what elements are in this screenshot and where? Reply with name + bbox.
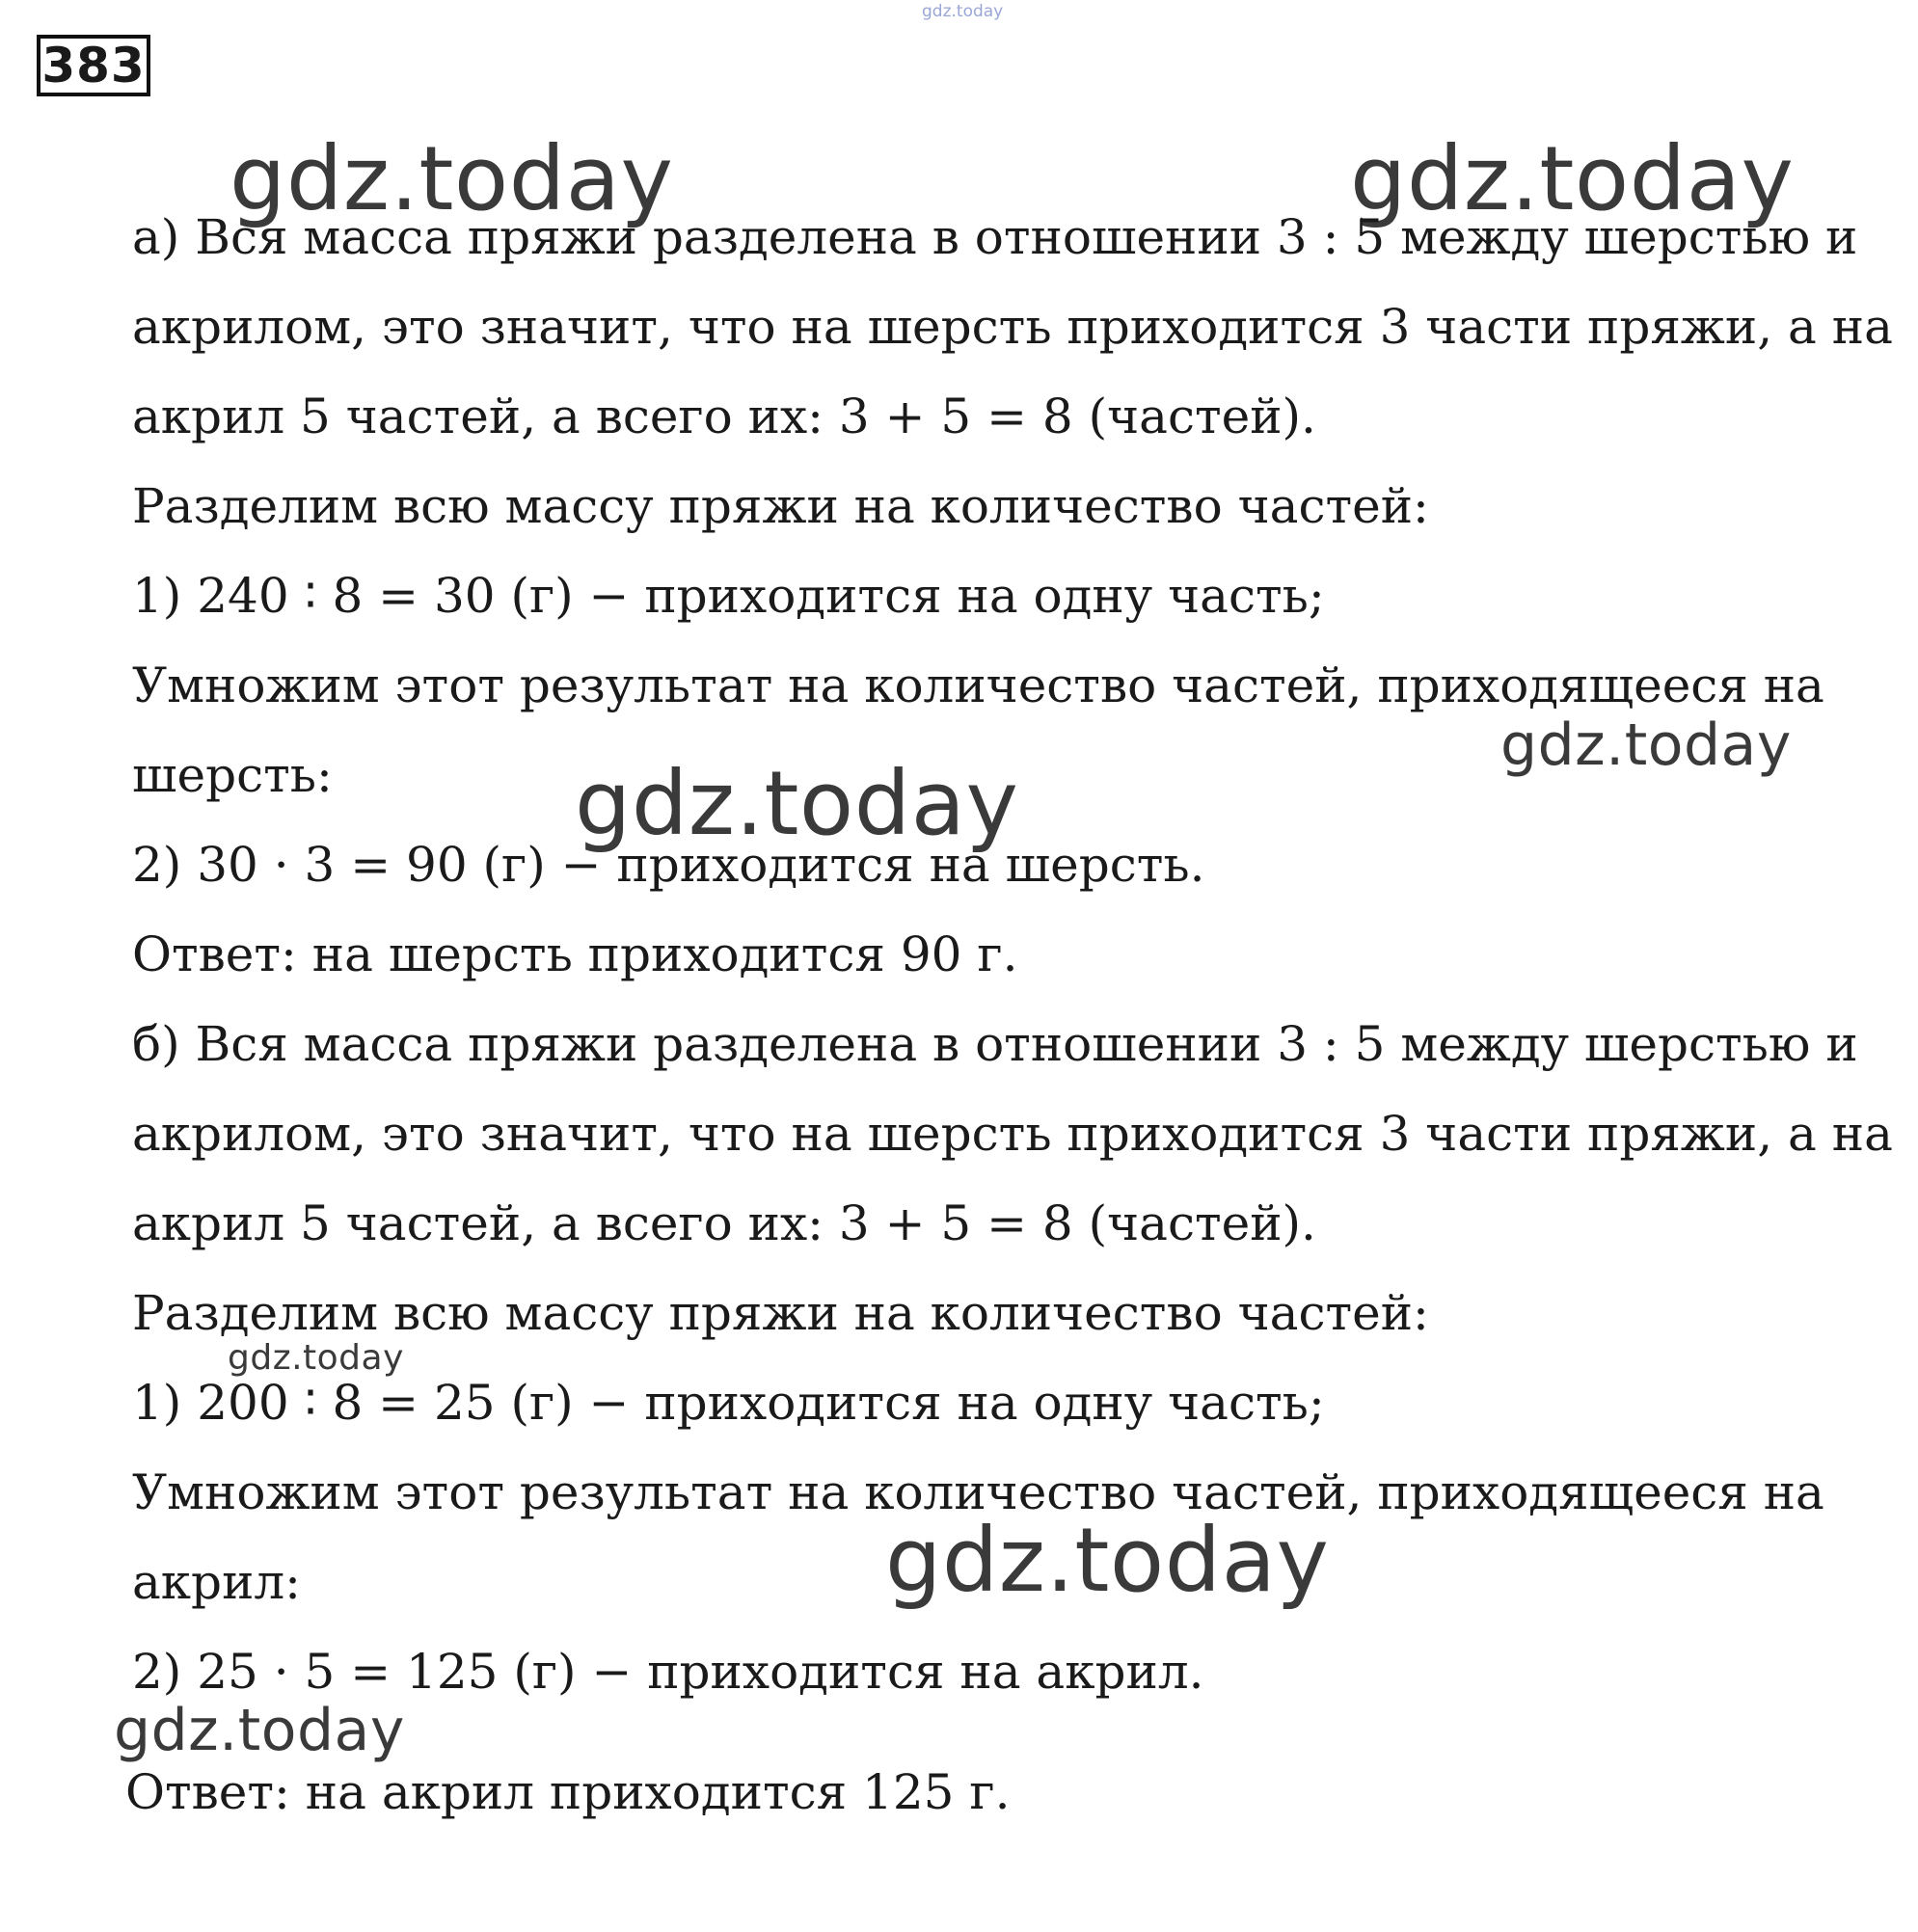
text-line: 1) 200 ∶ 8 = 25 (г) − приходится на одну часть; (132, 1375, 1325, 1431)
text-line: акрил: (132, 1554, 301, 1610)
text-line: 1) 240 ∶ 8 = 30 (г) − приходится на одну часть; (132, 568, 1325, 624)
text-line: акрилом, это значит, что на шерсть приходится 3 части пряжи, а на (132, 1106, 1893, 1162)
text-line: акрилом, это значит, что на шерсть приходится 3 части пряжи, а на (132, 299, 1893, 355)
watermark: gdz.today (114, 1697, 405, 1764)
text-line: Ответ: на акрил приходится 125 г. (125, 1764, 1011, 1820)
watermark: gdz.today (1350, 127, 1795, 230)
text-line: шерсть: (132, 747, 333, 803)
text-line: Разделим всю массу пряжи на количество частей: (132, 478, 1429, 534)
text-line: Умножим этот результат на количество частей, приходящееся на (132, 657, 1824, 713)
text-line: б) Вся масса пряжи разделена в отношении 3 : 5 между шерстью и (132, 1016, 1858, 1072)
watermark: gdz.today (1500, 711, 1792, 779)
watermark-top: gdz.today (922, 2, 1004, 21)
text-line: акрил 5 частей, а всего их: 3 + 5 = 8 (частей). (132, 1195, 1316, 1251)
text-line: а) Вся масса пряжи разделена в отношении 3 : 5 между шерстью и (132, 209, 1858, 265)
text-line: Умножим этот результат на количество частей, приходящееся на (132, 1464, 1824, 1520)
watermark: gdz.today (885, 1509, 1330, 1612)
text-line: Разделим всю массу пряжи на количество частей: (132, 1285, 1429, 1341)
text-line: 2) 25 · 5 = 125 (г) − приходится на акрил. (132, 1644, 1204, 1700)
watermark: gdz.today (228, 1338, 404, 1378)
text-line: Ответ: на шерсть приходится 90 г. (132, 926, 1018, 982)
text-line: 2) 30 · 3 = 90 (г) − приходится на шерсть. (132, 837, 1205, 893)
problem-number: 383 (37, 35, 150, 96)
text-line: акрил 5 частей, а всего их: 3 + 5 = 8 (частей). (132, 389, 1316, 444)
watermark: gdz.today (575, 752, 1019, 855)
watermark: gdz.today (230, 127, 674, 230)
